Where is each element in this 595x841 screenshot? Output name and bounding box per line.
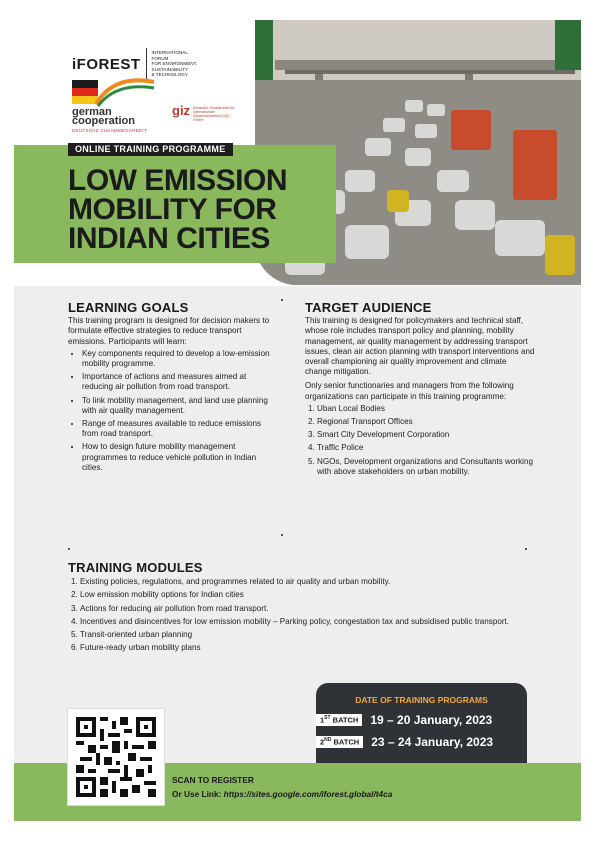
- qr-code-icon[interactable]: [67, 708, 165, 806]
- learning-goals-heading: LEARNING GOALS: [68, 300, 189, 315]
- list-item: 2. Low emission mobility options for Indian cities: [80, 590, 518, 600]
- list-item: 3. Smart City Development Corporation: [317, 430, 535, 440]
- decor-dot: [281, 299, 283, 301]
- iforest-logo: [72, 48, 216, 80]
- german-text: german: [72, 106, 112, 118]
- qr-pattern: [76, 717, 156, 797]
- training-modules-section: [68, 560, 518, 656]
- iforest-sub-line: FORUM: [151, 55, 169, 61]
- batch-label: [316, 736, 363, 748]
- list-item: 3. Actions for reducing air pollution from road transport.: [80, 604, 518, 614]
- batch-row: [316, 713, 492, 727]
- register-link-line: [172, 789, 392, 799]
- giz-subtitle: Deutsche Gesellschaft für Internationale Zusammenarbeit (GIZ) GmbH: [193, 106, 235, 122]
- target-audience-intro: This training is designed for policymakers and technical staff, whose role includes transport policy and planning, mobility management, air quality management by addressing transport issues, clean air action planning with transport interventions and overall championing air quality improvement and climate change mitigation.: [305, 316, 535, 377]
- decor-dot: [281, 534, 283, 536]
- batch-suffix: ST: [324, 715, 331, 722]
- title-line: MOBILITY FOR: [68, 193, 277, 226]
- scan-to-register-label: SCAN TO REGISTER: [172, 775, 254, 785]
- iforest-sub-line: SUSTAINABILITY: [151, 66, 189, 72]
- learning-goals-list: [68, 349, 273, 473]
- learning-goals-section: [68, 300, 273, 476]
- batch-number: 2: [320, 737, 325, 747]
- giz-wordmark: giz: [172, 103, 191, 118]
- learning-goals-intro: This training program is designed for decision makers to formulate effective strategies to reduce transport emissions. Participants will learn:: [68, 316, 270, 346]
- batch-dates: 19 – 20 January, 2023: [370, 713, 493, 727]
- batch-suffix: ND: [324, 737, 332, 744]
- training-dates-box: [316, 683, 527, 763]
- iforest-sub-line: INTERNATIONAL: [151, 50, 188, 56]
- batch-number: 1: [320, 715, 325, 725]
- list-item: 5. NGOs, Development organizations and Consultants working with above stakeholders on urban mobility.: [317, 457, 535, 477]
- list-item: 4. Traffic Police: [317, 443, 535, 453]
- training-modules-heading: TRAINING MODULES: [68, 560, 203, 575]
- list-item: • Range of measures available to reduce emissions from road transport.: [82, 419, 273, 439]
- decor-dot: [68, 548, 70, 550]
- title-line: LOW EMISSION: [68, 164, 287, 197]
- list-item: • To link mobility management, and land use planning with air quality management.: [82, 396, 273, 416]
- batch-word: BATCH: [333, 737, 360, 747]
- iforest-sub-line: & TECHNOLOGY: [151, 72, 188, 78]
- iforest-sub-line: FOR ENVIRONMENT,: [151, 61, 198, 67]
- india-swoosh-icon: [94, 78, 156, 108]
- iforest-subtitle: [152, 50, 216, 77]
- list-item: • Key components required to develop a low-emission mobility programme.: [82, 349, 273, 369]
- batch-word: BATCH: [332, 715, 359, 725]
- list-item: 4. Incentives and disincentives for low emission mobility – Parking policy, congestation tax and subsidised public transport.: [80, 617, 518, 627]
- logo-divider: [146, 48, 147, 80]
- giz-logo: [172, 105, 237, 122]
- list-item: • Importance of actions and measures aimed at reducing air pollution from road transport.: [82, 372, 273, 392]
- target-audience-section: [305, 300, 535, 480]
- list-item: 5. Transit-oriented urban planning: [80, 630, 518, 640]
- decor-dot: [525, 548, 527, 550]
- deutsche-zusammenarbeit-text: DEUTSCHE ZUSAMMENARBEIT: [72, 128, 147, 133]
- list-item: 2. Regional Transport Offices: [317, 417, 535, 427]
- list-item: 1. Uban Local Bodies: [317, 404, 535, 414]
- register-link-prefix: Or Use Link:: [172, 789, 224, 799]
- iforest-wordmark: iFOREST: [72, 55, 141, 73]
- batch-label: [316, 714, 362, 726]
- programme-tag: ONLINE TRAINING PROGRAMME: [68, 143, 233, 156]
- page-title: [68, 166, 308, 253]
- target-audience-list: [305, 404, 535, 477]
- list-item: 1. Existing policies, regulations, and programmes related to air quality and urban mobility.: [80, 577, 518, 587]
- batch-dates: 23 – 24 January, 2023: [371, 735, 494, 749]
- german-cooperation-logo: [70, 78, 166, 134]
- dates-heading: DATE OF TRAINING PROGRAMS: [355, 695, 488, 705]
- target-audience-eligibility: Only senior functionaries and managers from the following organizations can participate in this training programme:: [305, 381, 514, 401]
- training-modules-list: [68, 577, 518, 653]
- title-line: INDIAN CITIES: [68, 222, 270, 255]
- list-item: • How to design future mobility management programmes to reduce vehicle pollution in Indian cities.: [82, 442, 273, 473]
- list-item: 6. Future-ready urban mobility plans: [80, 643, 518, 653]
- cooperation-text: cooperation: [72, 115, 135, 127]
- register-link[interactable]: https://sites.google.com/iforest.global/t4ca: [223, 789, 393, 799]
- target-audience-heading: TARGET AUDIENCE: [305, 300, 432, 315]
- batch-row: [316, 735, 493, 749]
